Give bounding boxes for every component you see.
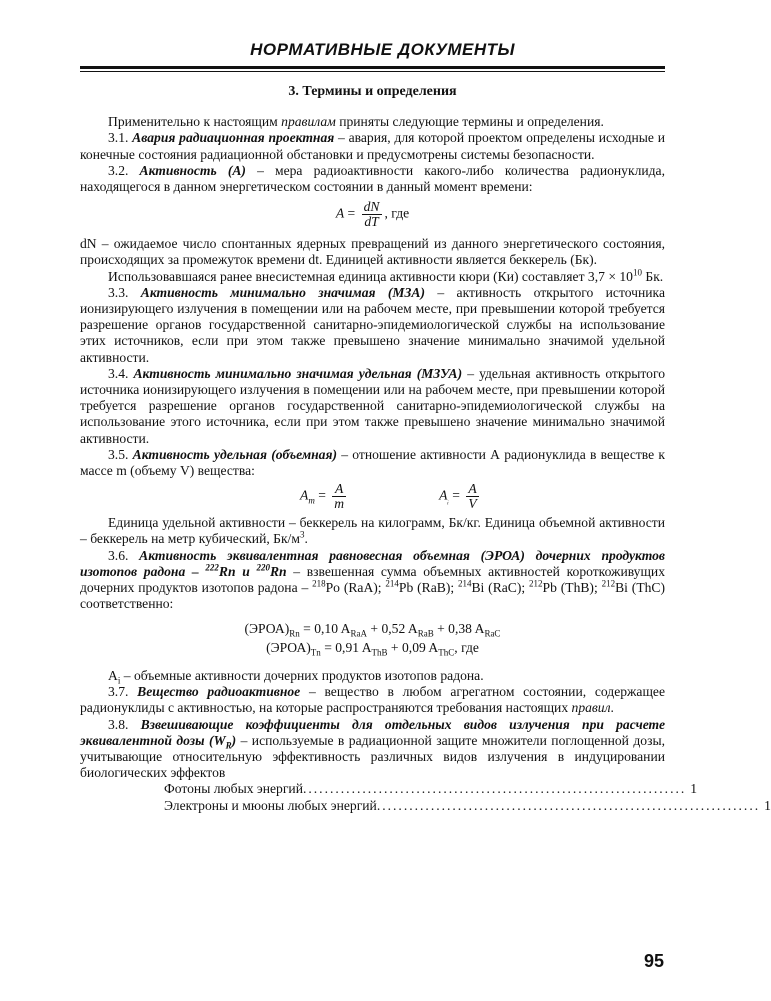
term: Активность эквивалентная равновесная объемная (ЭРОА) дочерних продуктов изотопов радона – $^{222}$Rn и $^{220}$Rn	[80, 547, 666, 579]
term: Активность (А)	[139, 162, 246, 178]
section-title: 3. Термины и определения	[288, 84, 457, 99]
definition-3-6-explanation: $A_i$ – объемные активности дочерних продуктов изотопов радона.	[108, 667, 484, 686]
formula-mass-activity: $A_m$ = $\frac{A}{m}$	[300, 481, 345, 512]
equation-eroa-tn: $(ЭРОА)_{Tn} = 0,91$ $A_{ThB} + 0,09$ $A_{ThC}$, где	[266, 639, 479, 658]
definition-3-5-units: Единица удельной активности – беккерель на килограмм, Бк/кг. Единица объемной активности – беккерель на метр кубический, $Бк/м^3$.	[80, 515, 665, 547]
list-item: Электроны и мюоны любых энергий ....................................................................... 1	[164, 797, 771, 813]
term: Активность минимально значимая (МЗА)	[140, 284, 426, 300]
header-title: НОРМАТИВНЫЕ ДОКУМЕНТЫ	[250, 40, 515, 59]
definition-3-7: 3.7. Вещество радиоактивное – вещество в любом агрегатном состоянии, содержащее радионуклиды с активностью, на которые распространяются требования настоящих правил.	[80, 684, 665, 716]
page-body	[80, 82, 771, 814]
definition-3-8: 3.8. Взвешивающие коэффициенты для отдельных видов излучения при расчете эквивалентной дозы $(W_R)$ – используемые в радиационной защите множители поглощенной дозы, учитывающие относительную эффективность различных видов излучения в индуцировании биологических эффектов	[80, 716, 666, 781]
header-rule-thick	[80, 66, 665, 69]
definition-3-4: 3.4. Активность минимально значимая удельная (МЗУА) – удельная активность открытого источника ионизирующего излучения в помещении или на рабочем месте, при превышении которой требуется разрешение органов государственной санитарно-эпидемиологической службы на использование этого источника, если при этом также превышено значение минимально значимой активности.	[80, 365, 666, 446]
formula-volume-activity: $A_ᵢ$ = $\frac{A}{V}$	[439, 481, 477, 512]
definition-3-2-curie: Использовавшаяся ранее внесистемная единица активности кюри (Ки) составляет $3,7 \times 10^{10}$ Бк.	[108, 267, 664, 284]
definition-3-1: 3.1. Авария радиационная проектная – авария, для которой проектом определены исходные и конечные состояния радиационной обстановки и предусмотрены системы безопасности.	[80, 130, 665, 162]
term: Авария радиационная проектная	[132, 130, 335, 146]
definition-3-2-explanation: dN – ожидаемое число спонтанных ядерных превращений из данного энергетического состояния, происходящих за промежуток времени dt. Единицей активности является беккерель (Бк).	[80, 236, 665, 268]
term: Вещество радиоактивное	[137, 684, 301, 700]
intro-paragraph: Применительно к настоящим правилам приняты следующие термины и определения.	[108, 114, 604, 130]
definition-3-6: 3.6. Активность эквивалентная равновесная объемная (ЭРОА) дочерних продуктов изотопов радона – $^{222}$Rn и $^{220}$Rn – взвешенная сумма объемных активностей короткоживущих дочерних продуктов изотопов радона – $^{218}$Po (RaA); $^{214}$Pb (RaB); $^{214}$Bi (RaC); $^{212}$Pb (ThB); $^{212}$Bi (ThC) соответственно:	[80, 547, 666, 612]
term: Активность минимально значимая удельная (МЗУА)	[133, 365, 463, 381]
list-item: Фотоны любых энергий ....................................................................... 1	[164, 781, 698, 797]
term: Активность удельная (объемная)	[132, 446, 338, 462]
term: Взвешивающие коэффициенты для отдельных видов излучения при расчете эквивалентной дозы $(W_R)$	[80, 716, 665, 751]
definition-3-5: 3.5. Активность удельная (объемная) – отношение активности А радионуклида в веществе к массе m (объему V) вещества:	[80, 446, 665, 479]
formula-activity: A = $\frac{dN}{dT}$ , где	[335, 199, 410, 230]
formula-specific-activity	[80, 482, 665, 511]
equation-eroa-rn: $(ЭРОА)_{Rn} = 0,10$ $A_{RaA} + 0,52$ $A_{RaB} + 0,38$ $A_{RaC}$	[244, 621, 501, 640]
definition-3-3: 3.3. Активность минимально значимая (МЗА) – активность открытого источника ионизирующего излучения в помещении или на рабочем месте, при превышении которой требуется разрешение органов государственной санитарно-эпидемиологической службы на использование этих источников, если при этом также превышено значение минимально значимой удельной активности.	[80, 284, 665, 365]
header-rule-thin	[80, 71, 665, 72]
running-header	[80, 40, 665, 68]
page-number: 95	[643, 951, 664, 971]
definition-3-2: 3.2. Активность (А) – мера радиоактивности какого-либо количества радионуклида, находящегося в данном энергетическом состоянии в данный момент времени:	[80, 162, 665, 195]
